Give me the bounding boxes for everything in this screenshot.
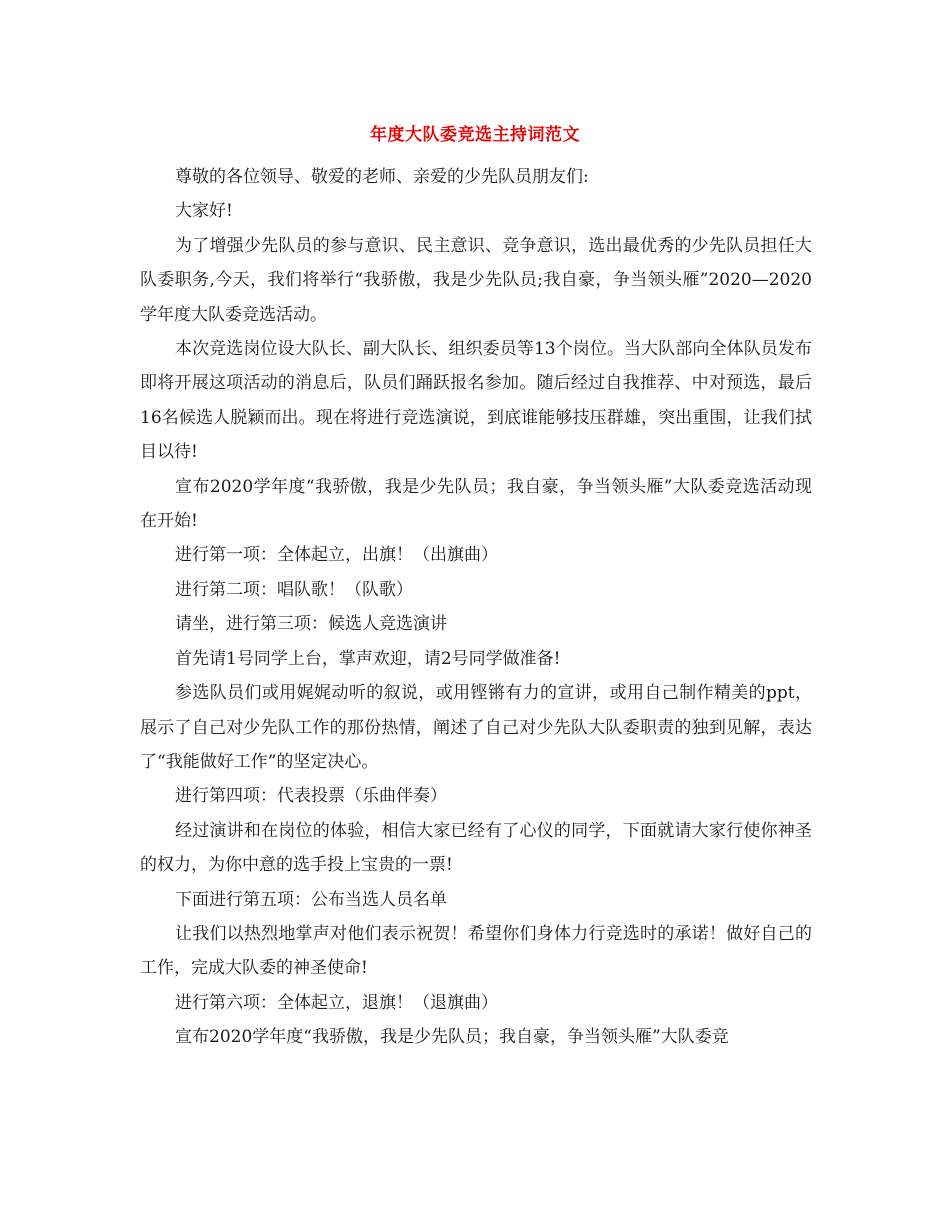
paragraph-speeches: 参选队员们或用娓娓动听的叙说，或用铿锵有力的宣讲，或用自己制作精美的ppt，展示了自己对少先队工作的那份热情，阐述了自己对少先队大队委职责的独到见解，表达了“我能做好工作”的坚定决心。	[140, 683, 812, 772]
paragraph-hello: 大家好!	[175, 201, 233, 222]
paragraph-item-six: 进行第六项：全体起立，退旗！（退旗曲）	[175, 992, 498, 1013]
paragraph-congrats: 让我们以热烈地掌声对他们表示祝贺！希望你们身体力行竞选时的承诺！做好自己的工作，完成大队委的神圣使命!	[140, 923, 812, 979]
paragraph-positions: 本次竞选岗位设大队长、副大队长、组织委员等13个岗位。当大队部向全体队员发布即将开展这项活动的消息后，队员们踊跃报名参加。随后经过自我推荐、中对预选，最后16名候选人脱颖而出。现在将进行竞选演说，到底谁能够技压群雄，突出重围，让我们拭目以待!	[140, 339, 812, 463]
paragraph-voting: 经过演讲和在岗位的体验，相信大家已经有了心仪的同学，下面就请大家行使你神圣的权力，为你中意的选手投上宝贵的一票!	[140, 820, 812, 876]
paragraph-first-speaker: 首先请1号同学上台，掌声欢迎，请2号同学做准备!	[175, 648, 561, 669]
paragraph-announce-end: 宣布2020学年度“我骄傲，我是少先队员；我自豪，争当领头雁”大队委竞	[175, 1027, 729, 1048]
paragraph-item-one: 进行第一项：全体起立，出旗！（出旗曲）	[175, 545, 498, 566]
paragraph-purpose: 为了增强少先队员的参与意识、民主意识、竞争意识，选出最优秀的少先队员担任大队委职务,今天，我们将举行“我骄傲，我是少先队员;我自豪，争当领头雁”2020—2020学年度大队委竞选活动。	[140, 235, 812, 325]
paragraph-item-two: 进行第二项：唱队歌！（队歌）	[175, 579, 413, 600]
document-body	[140, 160, 812, 1055]
paragraph-greeting: 尊敬的各位领导、敬爱的老师、亲爱的少先队员朋友们:	[175, 167, 589, 187]
document-title: 年度大队委竞选主持词范文	[370, 125, 580, 145]
paragraph-announce-start: 宣布2020学年度“我骄傲，我是少先队员；我自豪，争当领头雁”大队委竞选活动现在开始!	[140, 476, 812, 532]
paragraph-item-five: 下面进行第五项：公布当选人员名单	[175, 889, 447, 910]
paragraph-item-three: 请坐，进行第三项：候选人竞选演讲	[175, 614, 447, 635]
paragraph-item-four: 进行第四项：代表投票（乐曲伴奏）	[175, 786, 447, 807]
